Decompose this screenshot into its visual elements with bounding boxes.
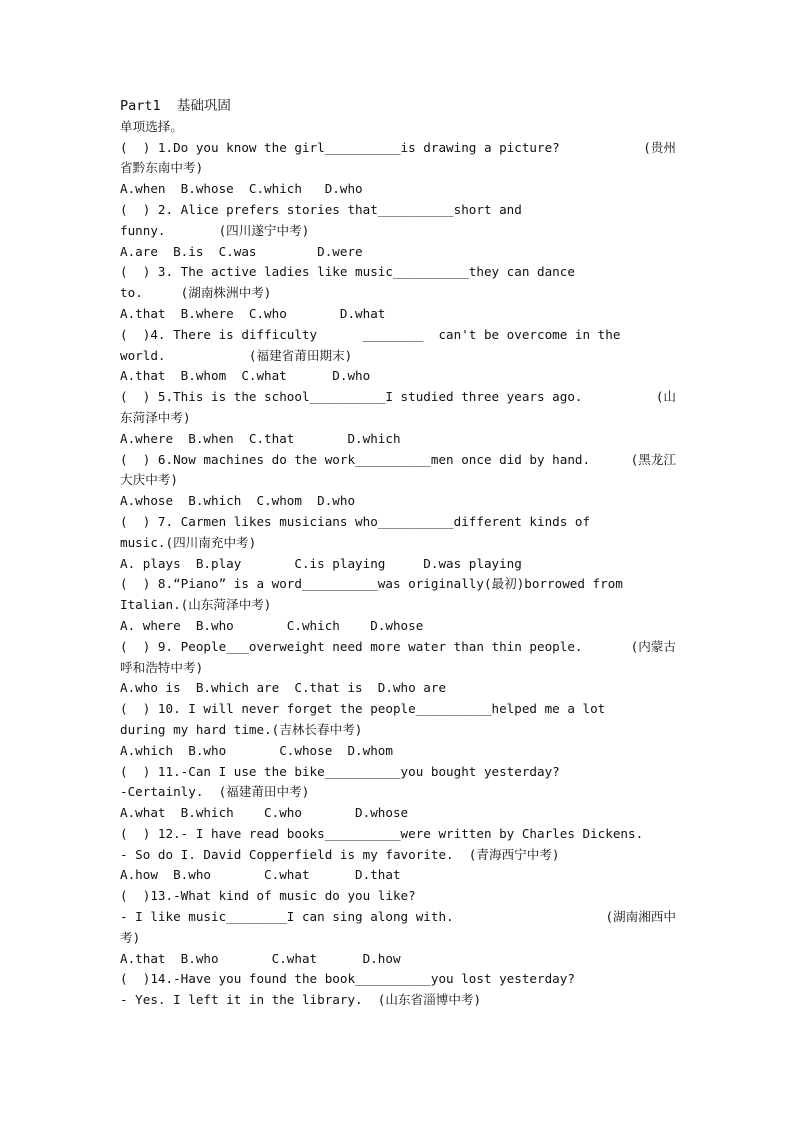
question-text: ( ) 6.Now machines do the work__________men once did by hand. <box>120 451 591 467</box>
question-text: world. (福建省莆田期末) <box>120 347 353 363</box>
question-text: ( ) 10. I will never forget the people__________helped me a lot <box>120 701 606 717</box>
question-line <box>120 990 676 1011</box>
answer-options: A.are B.is C.was D.were <box>120 243 363 259</box>
question-text: ( ) 12.- I have read books__________were written by Charles Dickens. <box>120 825 644 841</box>
question-line <box>120 824 676 845</box>
question-line <box>120 886 676 907</box>
question-line <box>120 574 676 595</box>
question-line <box>120 637 676 658</box>
question-line <box>120 512 676 533</box>
answer-options: A.that B.whom C.what D.who <box>120 368 371 384</box>
question-text: 呼和浩特中考) <box>120 659 204 675</box>
question-text: 东菏泽中考) <box>120 409 191 425</box>
question-line <box>120 533 676 554</box>
question-text: ( ) 8.“Piano” is a word__________was originally(最初)borrowed from <box>120 576 623 592</box>
question-item <box>120 138 676 200</box>
answer-options: A.how B.who C.what D.that <box>120 867 401 883</box>
question-line <box>120 720 676 741</box>
question-item <box>120 699 676 761</box>
question-line <box>120 450 676 471</box>
question-item <box>120 450 676 512</box>
question-list <box>120 138 676 1011</box>
question-text: 省黔东南中考) <box>120 160 204 176</box>
question-text: - Yes. I left it in the library. (山东省淄博中考) <box>120 992 482 1008</box>
question-text: ( )14.-Have you found the book__________you lost yesterday? <box>120 971 575 987</box>
answer-options: A.when B.whose C.which D.who <box>120 181 363 197</box>
question-item <box>120 200 676 262</box>
question-text: ( ) 3. The active ladies like music__________they can dance <box>120 264 575 280</box>
question-line <box>120 907 676 928</box>
question-line <box>120 845 676 866</box>
question-line <box>120 346 676 367</box>
question-text: funny. (四川遂宁中考) <box>120 222 310 238</box>
question-text: - So do I. David Copperfield is my favorite. (青海西宁中考) <box>120 846 560 862</box>
question-line <box>120 283 676 304</box>
question-source: (黑龙江 <box>630 451 676 467</box>
question-source: (贵州 <box>643 139 676 155</box>
question-text: ( ) 9. People___overweight need more water than thin people. <box>120 638 583 654</box>
question-line <box>120 699 676 720</box>
question-item <box>120 886 676 969</box>
answer-options: A.what B.which C.who D.whose <box>120 805 409 821</box>
question-item <box>120 387 676 449</box>
question-item <box>120 762 676 824</box>
question-source: (湖南湘西中 <box>605 909 676 925</box>
question-line <box>120 595 676 616</box>
question-item <box>120 325 676 387</box>
question-line <box>120 762 676 783</box>
answer-options: A. where B.who C.which D.whose <box>120 617 424 633</box>
answer-options: A.that B.where C.who D.what <box>120 305 386 321</box>
part-title: Part1 基础巩固 <box>120 98 231 114</box>
question-line <box>120 325 676 346</box>
question-text: during my hard time.(吉林长春中考) <box>120 721 363 737</box>
question-text: to. (湖南株洲中考) <box>120 285 272 301</box>
question-text: ( )4. There is difficulty ________ can't be overcome in the <box>120 326 621 342</box>
answer-options: A.who is B.which are C.that is D.who are <box>120 680 447 696</box>
question-item <box>120 512 676 574</box>
question-text: -Certainly. (福建莆田中考) <box>120 784 310 800</box>
question-text: ( ) 5.This is the school__________I studied three years ago. <box>120 389 583 405</box>
question-text: music.(四川南充中考) <box>120 534 257 550</box>
question-line <box>120 928 676 949</box>
question-text: 考) <box>120 929 141 945</box>
answer-options: A. plays B.play C.is playing D.was playing <box>120 555 522 571</box>
answer-options: A.that B.who C.what D.how <box>120 950 401 966</box>
worksheet-content <box>120 96 676 1011</box>
answer-options: A.which B.who C.whose D.whom <box>120 742 393 758</box>
answer-options: A.where B.when C.that D.which <box>120 430 401 446</box>
question-text: ( ) 2. Alice prefers stories that__________short and <box>120 201 522 217</box>
question-text: ( ) 11.-Can I use the bike__________you bought yesterday? <box>120 763 560 779</box>
question-text: ( ) 7. Carmen likes musicians who__________different kinds of <box>120 513 591 529</box>
question-text: ( ) 1.Do you know the girl__________is drawing a picture? <box>120 139 560 155</box>
question-item <box>120 574 676 636</box>
question-line <box>120 221 676 242</box>
question-line <box>120 158 676 179</box>
question-line <box>120 969 676 990</box>
question-source: (山 <box>655 389 676 405</box>
question-text: ( )13.-What kind of music do you like? <box>120 888 416 904</box>
question-line <box>120 138 676 159</box>
question-text: - I like music________I can sing along with. <box>120 909 454 925</box>
question-item <box>120 637 676 699</box>
section-title: 单项选择。 <box>120 118 183 134</box>
question-text: Italian.(山东菏泽中考) <box>120 597 272 613</box>
question-line <box>120 470 676 491</box>
question-line <box>120 658 676 679</box>
question-source: (内蒙古 <box>630 638 676 654</box>
answer-options: A.whose B.which C.whom D.who <box>120 493 356 509</box>
question-item <box>120 262 676 324</box>
question-item <box>120 969 676 1011</box>
question-line <box>120 782 676 803</box>
question-line <box>120 408 676 429</box>
question-text: 大庆中考) <box>120 472 178 488</box>
question-line <box>120 387 676 408</box>
question-line <box>120 200 676 221</box>
question-line <box>120 262 676 283</box>
question-item <box>120 824 676 886</box>
